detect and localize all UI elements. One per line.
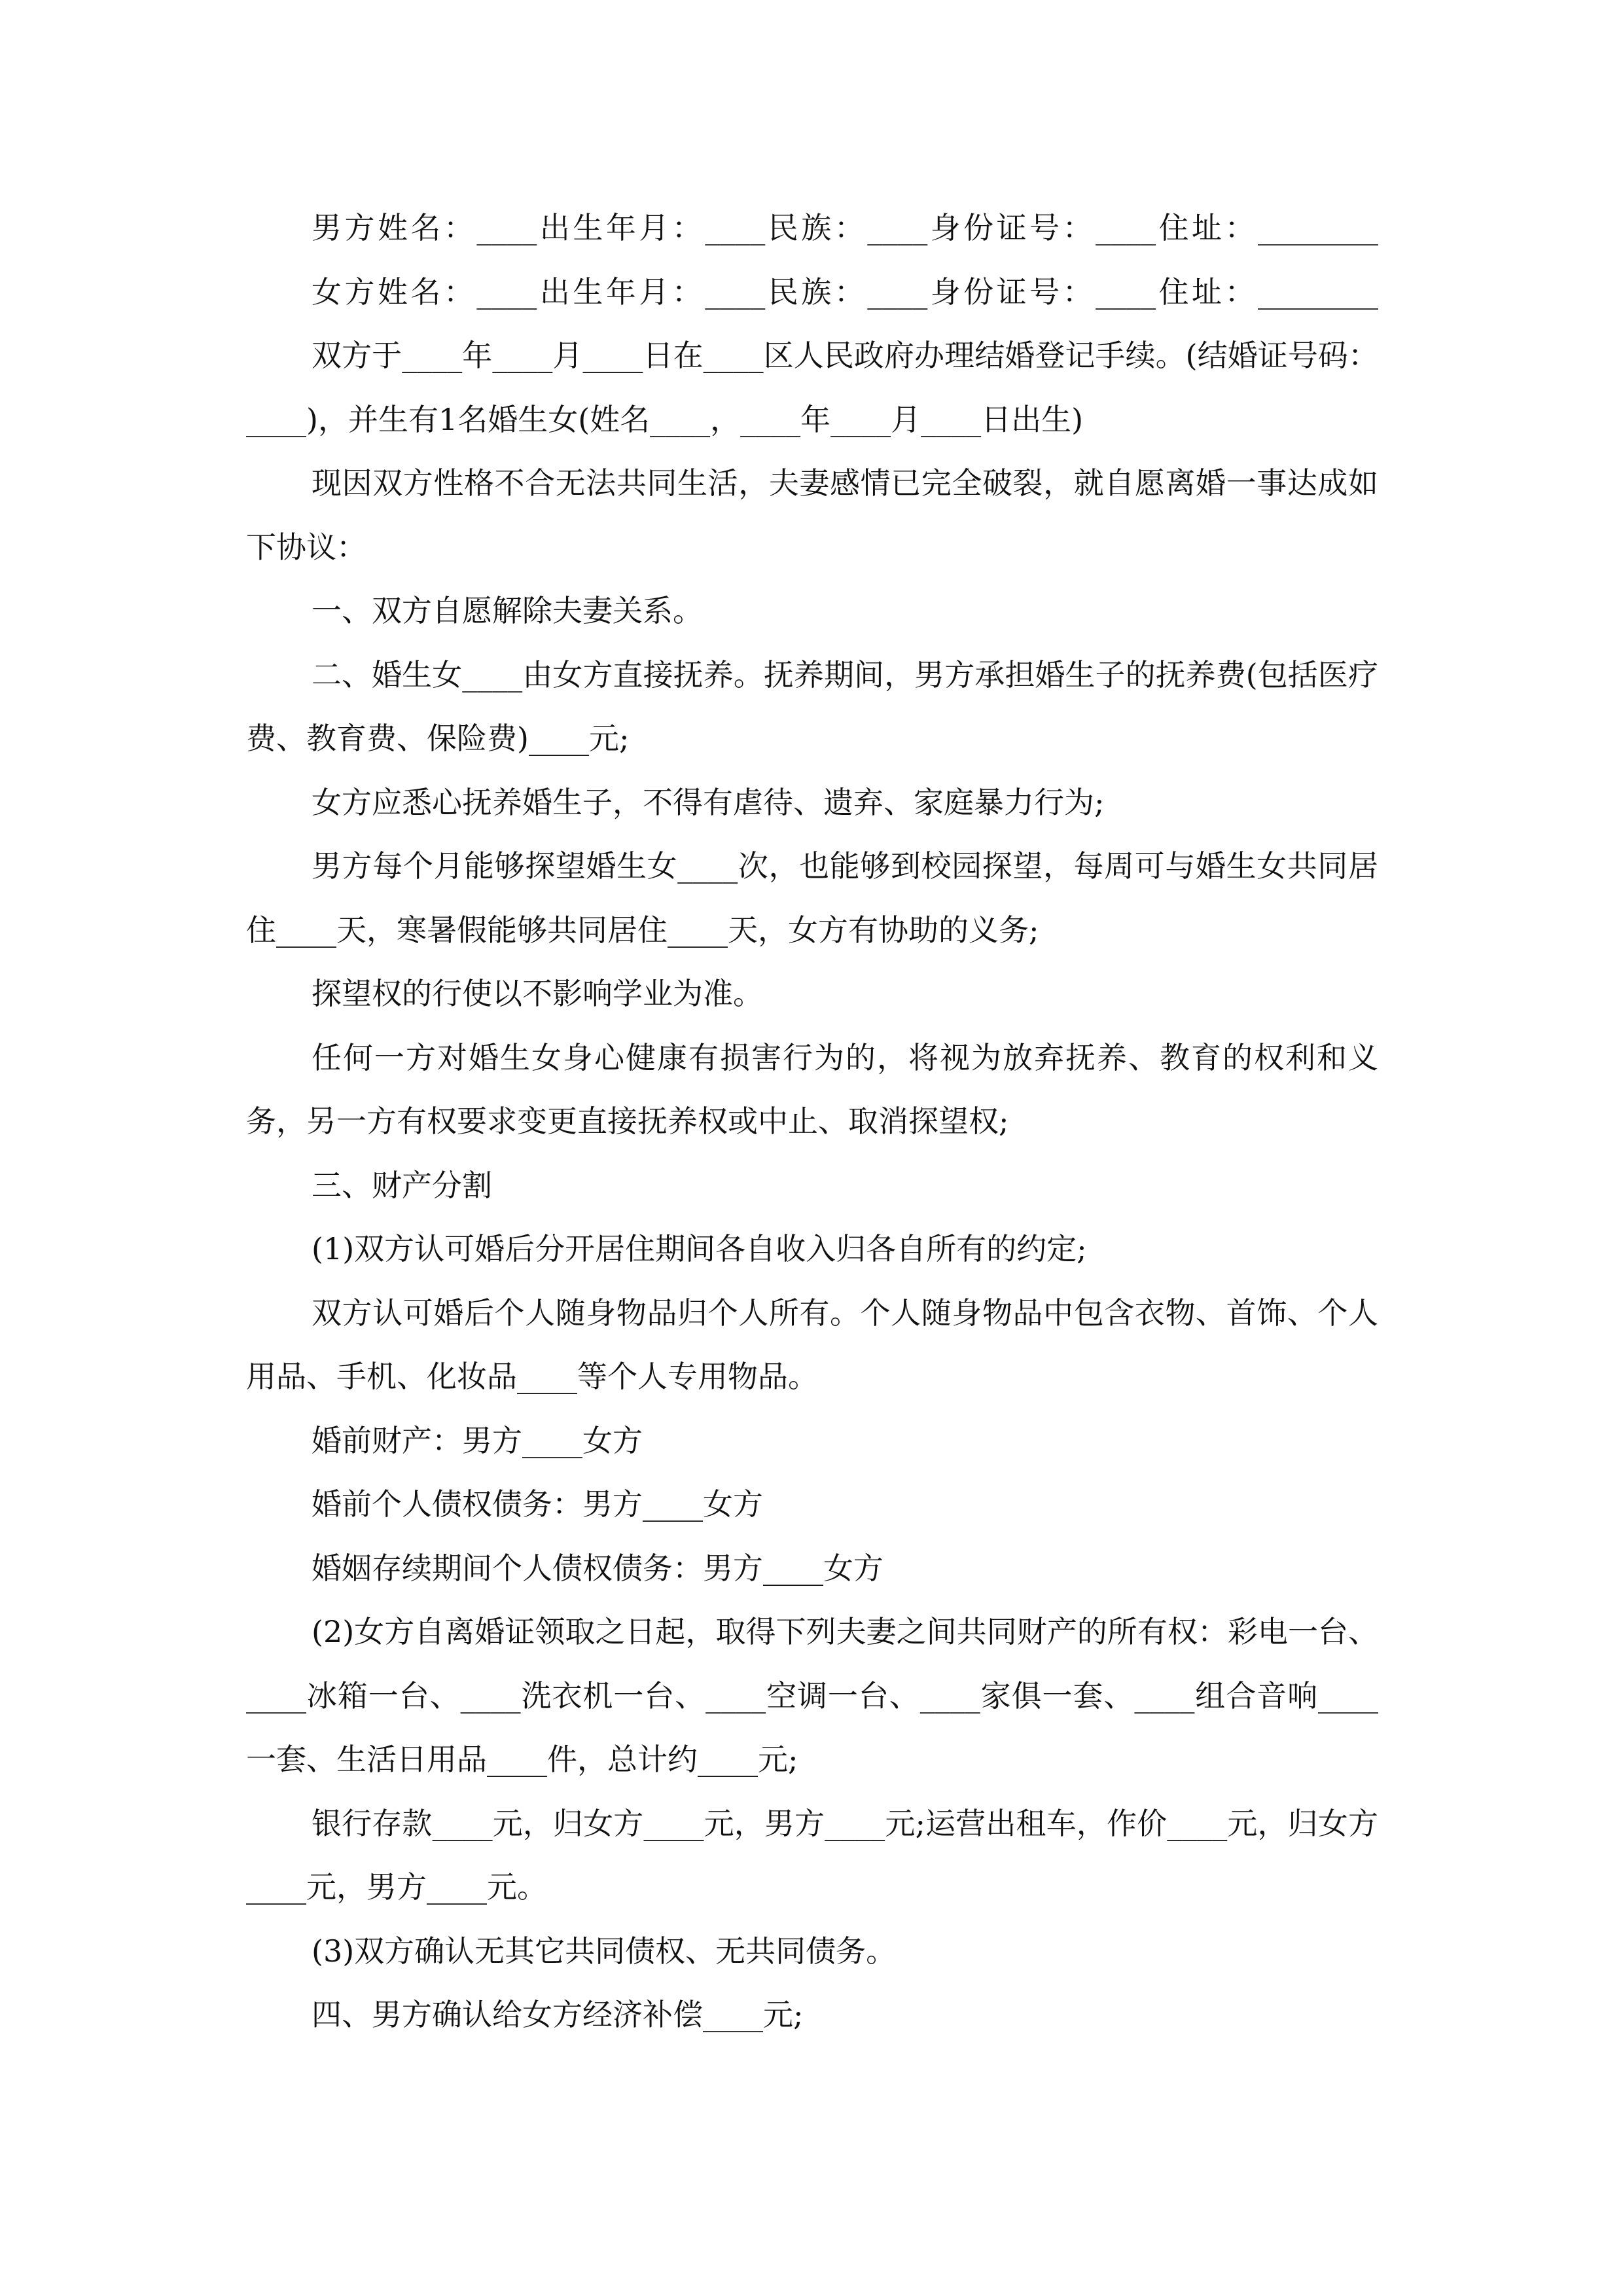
divorce-reason-paragraph: 现因双方性格不合无法共同生活，夫妻感情已完全破裂，就自愿离婚一事达成如下协议： <box>246 465 1378 565</box>
visitation-rule-paragraph: 探望权的行使以不影响学业为准。 <box>312 976 763 1011</box>
property-item-1-paragraph: (1)双方认可婚后分开居住期间各自收入归各自所有的约定; <box>312 1231 1087 1266</box>
bank-deposit-paragraph: 银行存款____元，归女方____元，男方____元;运营出租车，作价____元，归女方____元，男方____元。 <box>246 1805 1378 1905</box>
clause-2-custody-paragraph: 二、婚生女____由女方直接抚养。抚养期间，男方承担婚生子的抚养费(包括医疗费、教育费、保险费)____元; <box>246 656 1378 756</box>
premarital-debt-line: 婚前个人债权债务：男方____女方 <box>312 1486 763 1522</box>
property-item-3-paragraph: (3)双方确认无其它共同债权、无共同债务。 <box>312 1933 897 1969</box>
clause-1-paragraph: 一、双方自愿解除夫妻关系。 <box>312 593 703 628</box>
marital-debt-line: 婚姻存续期间个人债权债务：男方____女方 <box>312 1550 883 1586</box>
marriage-registration-paragraph: 双方于____年____月____日在____区人民政府办理结婚登记手续。(结婚证号码：____)，并生有1名婚生女(姓名____，____年____月____日出生) <box>246 338 1378 437</box>
agreement-body <box>246 196 1378 2047</box>
clause-3-heading: 三、财产分割 <box>312 1167 492 1203</box>
female-info-line: 女方姓名：____出生年月：____民族：____身份证号：____住址：________ <box>312 274 1378 310</box>
harm-clause-paragraph: 任何一方对婚生女身心健康有损害行为的，将视为放弃抚养、教育的权利和义务，另一方有权要求变更直接抚养权或中止、取消探望权; <box>246 1039 1378 1139</box>
visitation-paragraph: 男方每个月能够探望婚生女____次，也能够到校园探望，每周可与婚生女共同居住____天，寒暑假能够共同居住____天，女方有协助的义务; <box>246 848 1378 948</box>
personal-items-paragraph: 双方认可婚后个人随身物品归个人所有。个人随身物品中包含衣物、首饰、个人用品、手机、化妆品____等个人专用物品。 <box>246 1295 1378 1394</box>
premarital-property-line: 婚前财产：男方____女方 <box>312 1422 643 1458</box>
male-info-line: 男方姓名：____出生年月：____民族：____身份证号：____住址：________ <box>312 210 1378 245</box>
custody-duty-paragraph: 女方应悉心抚养婚生子，不得有虐待、遗弃、家庭暴力行为; <box>312 784 1105 820</box>
property-item-2-paragraph: (2)女方自离婚证领取之日起，取得下列夫妻之间共同财产的所有权：彩电一台、____冰箱一台、____洗衣机一台、____空调一台、____家俱一套、____组合音响____一套、生活日用品____件，总计约____元; <box>246 1614 1378 1777</box>
clause-4-paragraph: 四、男方确认给女方经济补偿____元; <box>312 1997 804 2032</box>
